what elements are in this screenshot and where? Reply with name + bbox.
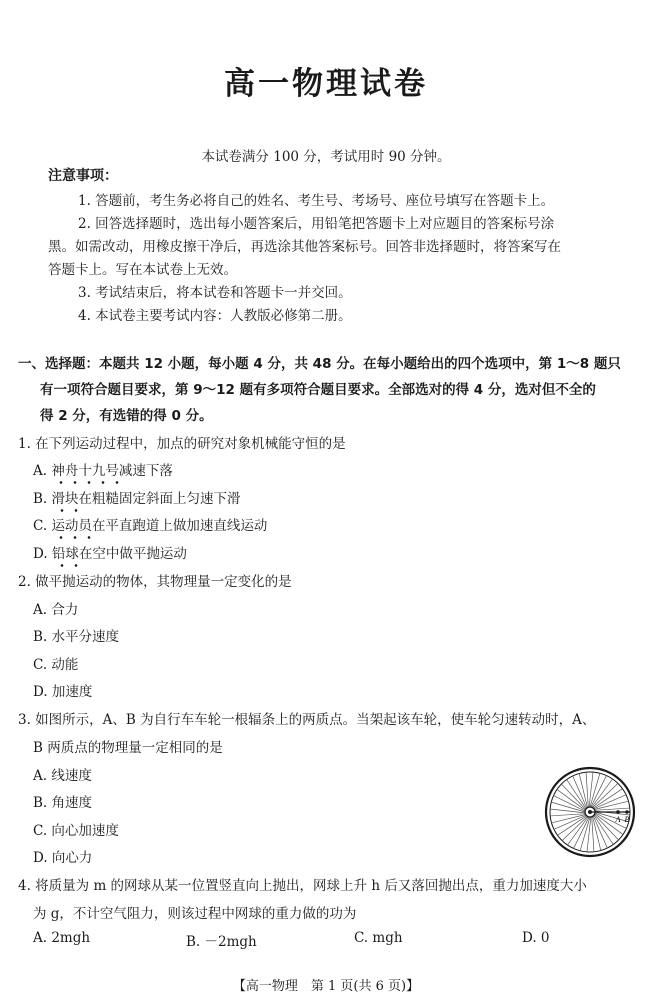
question-4-stem: 4. 将质量为 m 的网球从某一位置竖直向上抛出，网球上升 h 后又落回抛出点，重力加速度大小 xyxy=(18,878,587,894)
page-title: 高一物理试卷 xyxy=(224,66,428,102)
notice-line: 2. 回答选择题时，选出每小题答案后，用铅笔把答题卡上对应题目的答案标号涂 xyxy=(78,216,555,232)
question-2-option-c: C. 动能 xyxy=(33,657,79,673)
section-instructions: 一、选择题：本题共 12 小题，每小题 4 分，共 48 分。在每小题给出的四个选项中，第 1～8 题只 xyxy=(18,356,621,372)
question-3-option-d: D. 向心力 xyxy=(33,850,93,866)
question-1-option-c: C. 运动员在平直跑道上做加速直线运动 xyxy=(33,514,267,534)
question-4-stem: 为 g，不计空气阻力，则该过程中网球的重力做的功为 xyxy=(33,906,357,922)
section-instructions: 得 2 分，有选错的得 0 分。 xyxy=(40,408,213,424)
question-2-option-b: B. 水平分速度 xyxy=(33,629,120,645)
emphasis-dots: 神舟十九号 xyxy=(51,459,119,479)
question-1-option-d: D. 铅球在空中做平抛运动 xyxy=(33,542,187,562)
question-2-option-a: A. 合力 xyxy=(33,602,79,618)
point-b xyxy=(625,810,629,814)
page-footer: 【高一物理 第 1 页(共 6 页)】 xyxy=(232,979,420,994)
notice-line: 黑。如需改动，用橡皮擦干净后，再选涂其他答案标号。回答非选择题时，将答案写在 xyxy=(48,239,561,255)
notice-line: 4. 本试卷主要考试内容：人教版必修第二册。 xyxy=(78,308,352,324)
point-a xyxy=(616,810,620,814)
label-b: B xyxy=(624,815,630,824)
label-a: A xyxy=(615,815,621,824)
question-3-option-b: B. 角速度 xyxy=(33,795,93,811)
question-4-option-b: B. －2mgh xyxy=(186,934,257,950)
emphasis-dots: 铅球 xyxy=(52,542,79,562)
question-2-option-d: D. 加速度 xyxy=(33,684,93,700)
notice-line: 1. 答题前，考生务必将自己的姓名、考生号、考场号、座位号填写在答题卡上。 xyxy=(78,193,555,209)
question-3-option-c: C. 向心加速度 xyxy=(33,823,119,839)
section-instructions: 有一项符合题目要求，第 9～12 题有多项符合题目要求。全部选对的得 4 分，选对但不全的 xyxy=(40,382,596,398)
notice-heading: 注意事项： xyxy=(48,168,118,184)
question-2-stem: 2. 做平抛运动的物体，其物理量一定变化的是 xyxy=(18,574,292,590)
question-1-option-a: A. 神舟十九号减速下落 xyxy=(33,459,173,479)
notice-line: 答题卡上。写在本试卷上无效。 xyxy=(48,262,237,278)
question-3-option-a: A. 线速度 xyxy=(33,768,92,784)
emphasis-dots: 滑块 xyxy=(52,487,79,507)
question-3-stem: B 两质点的物理量一定相同的是 xyxy=(33,740,223,756)
emphasis-dots: 运动员 xyxy=(51,514,92,534)
bicycle-wheel-figure xyxy=(544,766,636,858)
notice-line: 3. 考试结束后，将本试卷和答题卡一并交回。 xyxy=(78,285,352,301)
question-1-option-b: B. 滑块在粗糙固定斜面上匀速下滑 xyxy=(33,487,241,507)
question-3-stem: 3. 如图所示，A、B 为自行车车轮一根辐条上的两质点。当架起该车轮，使车轮匀速转动时，A、 xyxy=(18,712,596,728)
question-4-option-d: D. 0 xyxy=(522,930,550,946)
question-1-stem: 1. 在下列运动过程中，加点的研究对象机械能守恒的是 xyxy=(18,436,346,452)
question-4-option-a: A. 2mgh xyxy=(33,930,91,946)
exam-info: 本试卷满分 100 分，考试用时 90 分钟。 xyxy=(201,149,451,165)
question-4-option-c: C. mgh xyxy=(354,930,403,946)
